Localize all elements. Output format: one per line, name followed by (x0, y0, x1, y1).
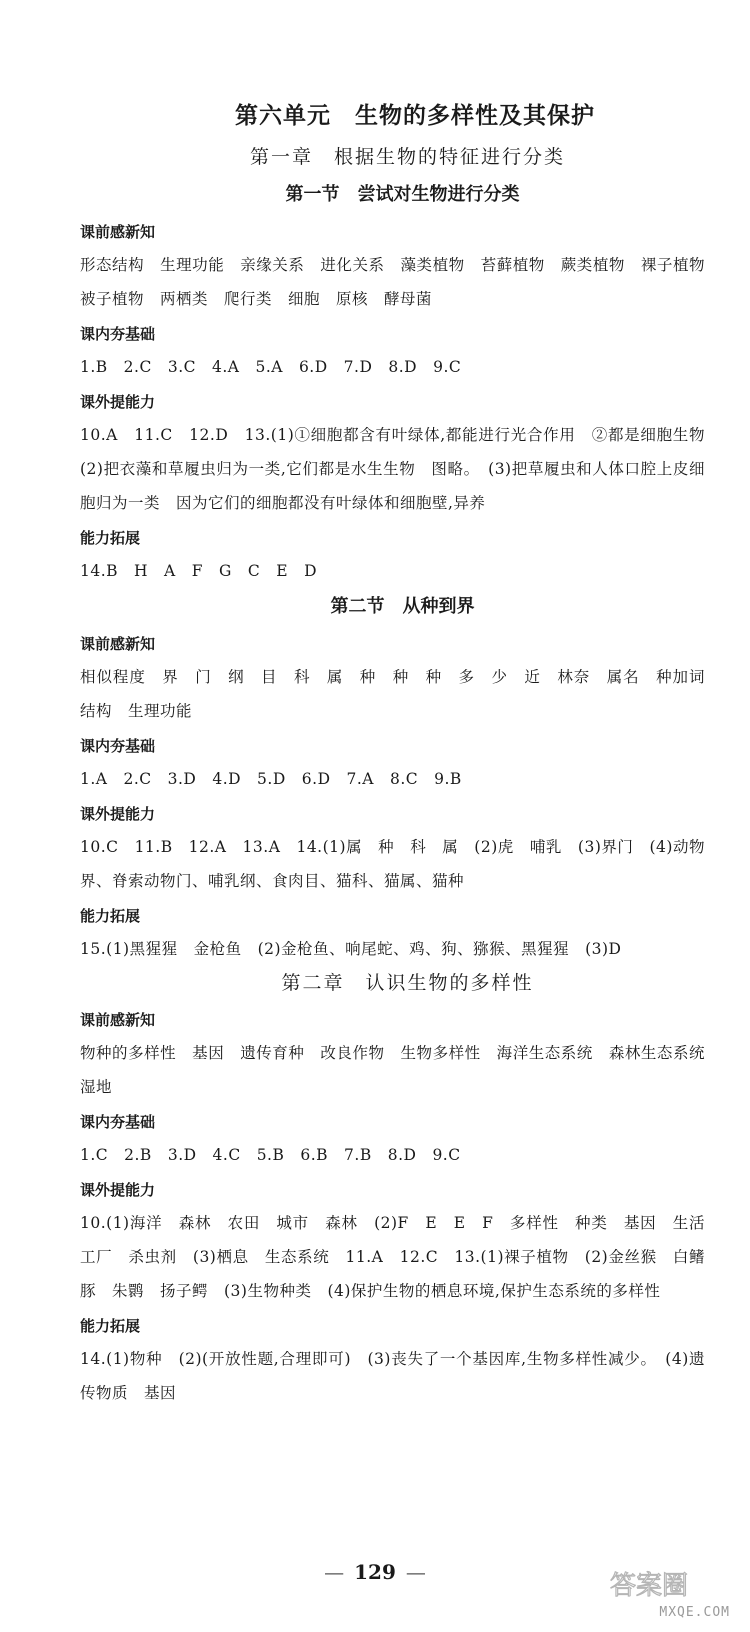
block-heading: 课前感新知 (80, 635, 156, 653)
answer-text: 1.C 2.B 3.D 4.C 5.B 6.B 7.B 8.D 9.C (80, 1146, 461, 1164)
answer-page (80, 100, 722, 1412)
answer-text: 相似程度 界 门 纲 目 科 属 种 种 种 多 少 近 林奈 属名 种加词 结构 生理功能 (80, 668, 722, 720)
page-number-dash-right: — (405, 1560, 426, 1584)
answer-text: 10.(1)海洋 森林 农田 城市 森林 (2)F E E F 多样性 种类 基因 生活 工厂 杀虫剂 (3)栖息 生态系统 11.A 12.C 13.(1)裸子植物 (2)金丝猴 白鳍豚 朱鹮 扬子鳄 (3)生物种类 (4)保护生物的栖息环境,保护生态系统的多样性 (80, 1214, 722, 1300)
answer-text: 14.B H A F G C E D (80, 562, 317, 580)
block-heading: 课内夯基础 (80, 1113, 156, 1131)
answer-text: 15.(1)黑猩猩 金枪鱼 (2)金枪鱼、响尾蛇、鸡、狗、猕猴、黑猩猩 (3)D (80, 940, 622, 958)
site-watermark (610, 1564, 730, 1620)
answer-text: 物种的多样性 基因 遗传育种 改良作物 生物多样性 海洋生态系统 森林生态系统 湿地 (80, 1044, 722, 1096)
block-heading: 课外提能力 (80, 1181, 156, 1199)
section-title: 第一节 尝试对生物进行分类 (285, 184, 520, 205)
block-heading: 课前感新知 (80, 223, 156, 241)
answer-text: 形态结构 生理功能 亲缘关系 进化关系 藻类植物 苔藓植物 蕨类植物 裸子植物 被子植物 两栖类 爬行类 细胞 原核 酵母菌 (80, 256, 722, 308)
block-heading: 能力拓展 (80, 907, 141, 925)
section-title: 第二节 从种到界 (330, 596, 475, 617)
chapter-title: 第一章 根据生物的特征进行分类 (249, 146, 565, 168)
watermark-logo-icon (610, 1564, 730, 1604)
watermark-logo-text: 答案圈 (610, 1571, 689, 1601)
page-number-dash-left: — (324, 1560, 345, 1584)
block-heading: 课外提能力 (80, 393, 156, 411)
chapter-title: 第二章 认识生物的多样性 (281, 972, 534, 994)
answer-text: 10.A 11.C 12.D 13.(1)①细胞都含有叶绿体,都能进行光合作用 ②都是细胞生物 (2)把衣藻和草履虫归为一类,它们都是水生生物 图略。 (3)把草履虫和人体口腔上皮细胞归为一类 因为它们的细胞都没有叶绿体和细胞壁,异养 (80, 426, 722, 512)
watermark-text: MXQE.COM (659, 1605, 730, 1620)
answer-text: 1.B 2.C 3.C 4.A 5.A 6.D 7.D 8.D 9.C (80, 358, 462, 376)
block-heading: 课前感新知 (80, 1011, 156, 1029)
block-heading: 能力拓展 (80, 1317, 141, 1335)
answer-text: 1.A 2.C 3.D 4.D 5.D 6.D 7.A 8.C 9.B (80, 770, 462, 788)
unit-title: 第六单元 生物的多样性及其保护 (235, 103, 595, 129)
block-heading: 课外提能力 (80, 805, 156, 823)
block-heading: 能力拓展 (80, 529, 141, 547)
page-number-value: 129 (354, 1560, 396, 1584)
block-heading: 课内夯基础 (80, 737, 156, 755)
answer-text: 14.(1)物种 (2)(开放性题,合理即可) (3)丧失了一个基因库,生物多样性减少。 (4)遗传物质 基因 (80, 1350, 705, 1402)
answer-text: 10.C 11.B 12.A 13.A 14.(1)属 种 科 属 (2)虎 哺乳 (3)界门 (4)动物界、脊索动物门、哺乳纲、食肉目、猫科、猫属、猫种 (80, 838, 705, 890)
block-heading: 课内夯基础 (80, 325, 156, 343)
